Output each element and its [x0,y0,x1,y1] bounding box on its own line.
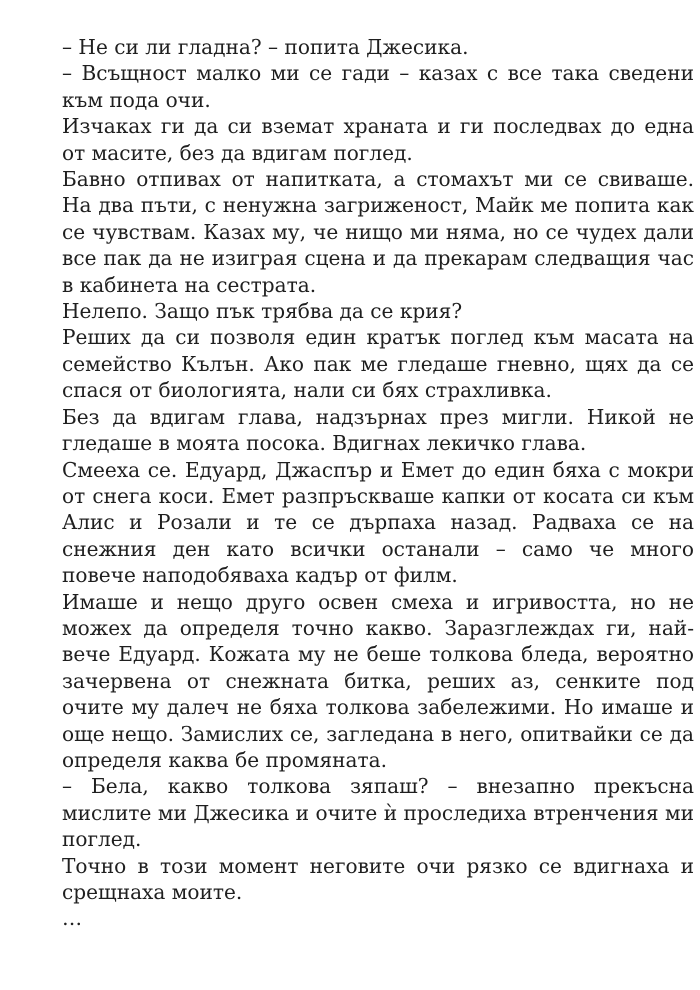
paragraph-5: Нелепо. Защо пък трябва да се крия? [62,299,463,324]
ellipsis: … [62,906,83,931]
paragraph-10: – Бела, какво толкова зяпаш? – внезапно прекъсна мислите ми Джесика и очите ѝ проследиха втренчения ми поглед. [62,774,694,852]
paragraph-6: Реших да си позволя един кратък поглед към масата на семейство Кълън. Ако пак ме гледаше гневно, щях да се спася от биологията, нали си бях страхливка. [62,325,694,403]
paragraph-4: Бавно отпивах от напитката, а стомахът ми се свиваше. На два пъти, с ненужна загриженост, Майк ме попита как се чувствам. Казах му, че нищо ми няма, но се чудех дали все пак да не изиграя сцена и да прекарам следващия час в кабинета на сестрата. [62,167,694,297]
paragraph-9: Имаше и нещо друго освен смеха и игривостта, но не можех да определя точно какво. Заразглеждах ги, най-вече Едуард. Кожата му не беше толкова бледа, вероятно зачервена от снежната битка, реших аз, сенките под очите му далеч не бяха толкова забележими. Но имаше и още нещо. Замислих се, загледана в него, опитвайки се да определя каква бе промяната. [62,589,694,772]
body-text [62,34,694,932]
paragraph-3: Изчаках ги да си вземат храната и ги последвах до една от масите, без да вдигам поглед. [62,114,694,165]
paragraph-7: Без да вдигам глава, надзърнах през мигли. Никой не гледаше в моята посока. Вдигнах лекичко глава. [62,404,694,456]
paragraph-8: Смееха се. Едуард, Джаспър и Емет до един бяха с мокри от снега коси. Емет разпръскваше капки от косата си към Алис и Розали и те се дърпаха назад. Радваха се на снежния ден като всички останали – само че много повече наподобяваха кадър от филм. [62,457,694,588]
paragraph-1: – Не си ли гладна? – попита Джесика. [62,35,469,59]
paragraph-11: Точно в този момент неговите очи рязко се вдигнаха и срещнаха моите. [62,853,694,904]
paragraph-2: – Всъщност малко ми се гади – казах с все така сведени към пода очи. [62,61,694,112]
